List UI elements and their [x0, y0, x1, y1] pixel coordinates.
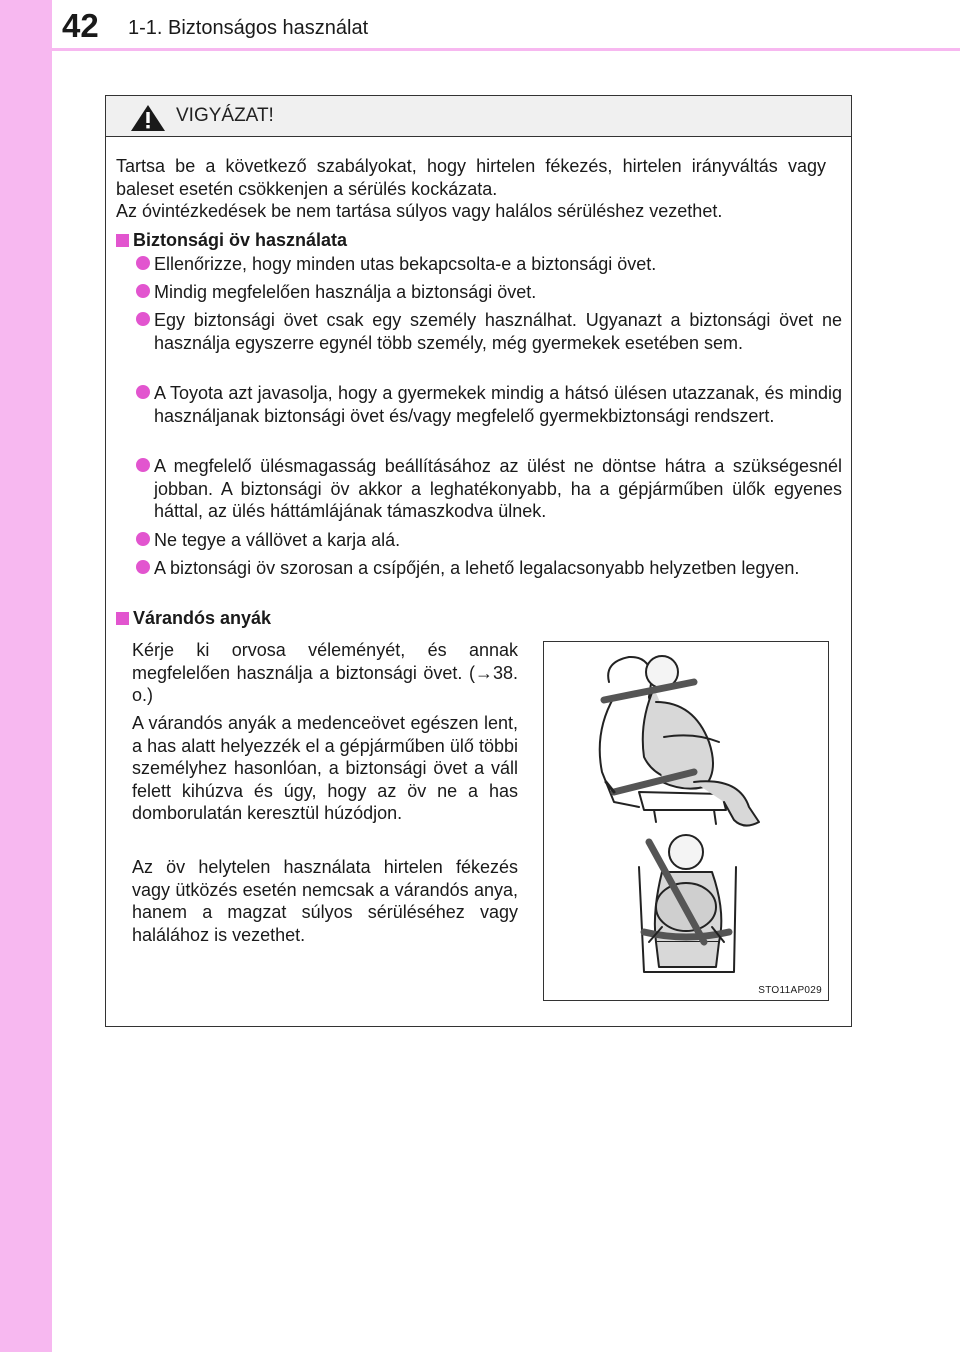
bullet-item: Ellenőrizze, hogy minden utas bekapcsolta-e a biztonsági övet.	[154, 254, 657, 274]
bullet-item: Ne tegye a vállövet a karja alá.	[154, 530, 401, 550]
header-rule	[52, 48, 960, 51]
page-side-bar	[0, 0, 52, 1352]
figure-code: STO11AP029	[758, 985, 822, 996]
round-bullet	[136, 532, 150, 546]
round-bullet	[136, 560, 150, 574]
round-bullet	[136, 284, 150, 298]
round-bullet	[136, 256, 150, 270]
pregnant-woman-seatbelt-drawing	[544, 642, 828, 982]
section-title: 1-1. Biztonságos használat	[128, 17, 369, 39]
warning-label: VIGYÁZAT!	[176, 105, 274, 126]
section-square-bullet	[116, 612, 129, 625]
bullet-item: A Toyota azt javasolja, hogy a gyermekek mindig a hátsó ülésen utazzanak, és mindig használjanak biztonsági övet és/vagy megfelelő gyermekbiztonsági rendszert.	[154, 383, 842, 426]
bullet-item: Egy biztonsági övet csak egy személy használhat. Ugyanazt a biztonsági övet ne használja egyszerre egynél több személy, még gyermekek esetében sem.	[154, 310, 842, 353]
section-title-pregnant-women: Várandós anyák	[133, 608, 272, 628]
warning-triangle-icon	[130, 104, 166, 132]
bullet-item: A biztonsági öv szorosan a csípőjén, a lehető legalacsonyabb helyzetben legyen.	[154, 558, 800, 578]
round-bullet	[136, 385, 150, 399]
round-bullet	[136, 312, 150, 326]
warning-intro-consequence: Az óvintézkedések be nem tartása súlyos vagy halálos sérüléshez vezethet.	[116, 201, 723, 221]
pregnancy-paragraph-3: Az öv helytelen használata hirtelen fékezés vagy ütközés esetén nemcsak a várandós anya, hanem a magzat súlyos sérüléséhez vagy halálához is vezethet.	[132, 857, 518, 945]
warning-header	[106, 96, 851, 137]
warning-intro: Tartsa be a következő szabályokat, hogy hirtelen fékezés, hirtelen irányváltás vagy baleset esetén csökkenjen a sérülés kockázata.	[116, 156, 826, 199]
page-number: 42	[62, 7, 99, 44]
round-bullet	[136, 458, 150, 472]
pregnancy-paragraph-2: A várandós anyák a medenceövet egészen lent, a has alatt helyezzék el a gépjárműben ülő többi személyhez hasonlóan, a biztonsági övet a váll felett kihúzva és úgy, hogy az öv ne a has domborulatán keresztül húzódjon.	[132, 713, 518, 823]
section-square-bullet	[116, 234, 129, 247]
section-title-seatbelt-use: Biztonsági öv használata	[133, 230, 348, 250]
seatbelt-pregnancy-illustration	[543, 641, 829, 1001]
bullet-item: A megfelelő ülésmagasság beállításához az ülést ne döntse hátra a szükségesnél jobban. A biztonsági öv akkor a leghatékonyabb, ha a gépjárműben ülők egyenes háttal, az ülés háttámlájának támaszkodva ülnek.	[154, 456, 842, 521]
bullet-item: Mindig megfelelően használja a biztonsági övet.	[154, 282, 537, 302]
pregnancy-paragraph-1: Kérje ki orvosa véleményét, és annak megfelelően használja a biztonsági övet. (→38. o.)	[132, 640, 518, 705]
